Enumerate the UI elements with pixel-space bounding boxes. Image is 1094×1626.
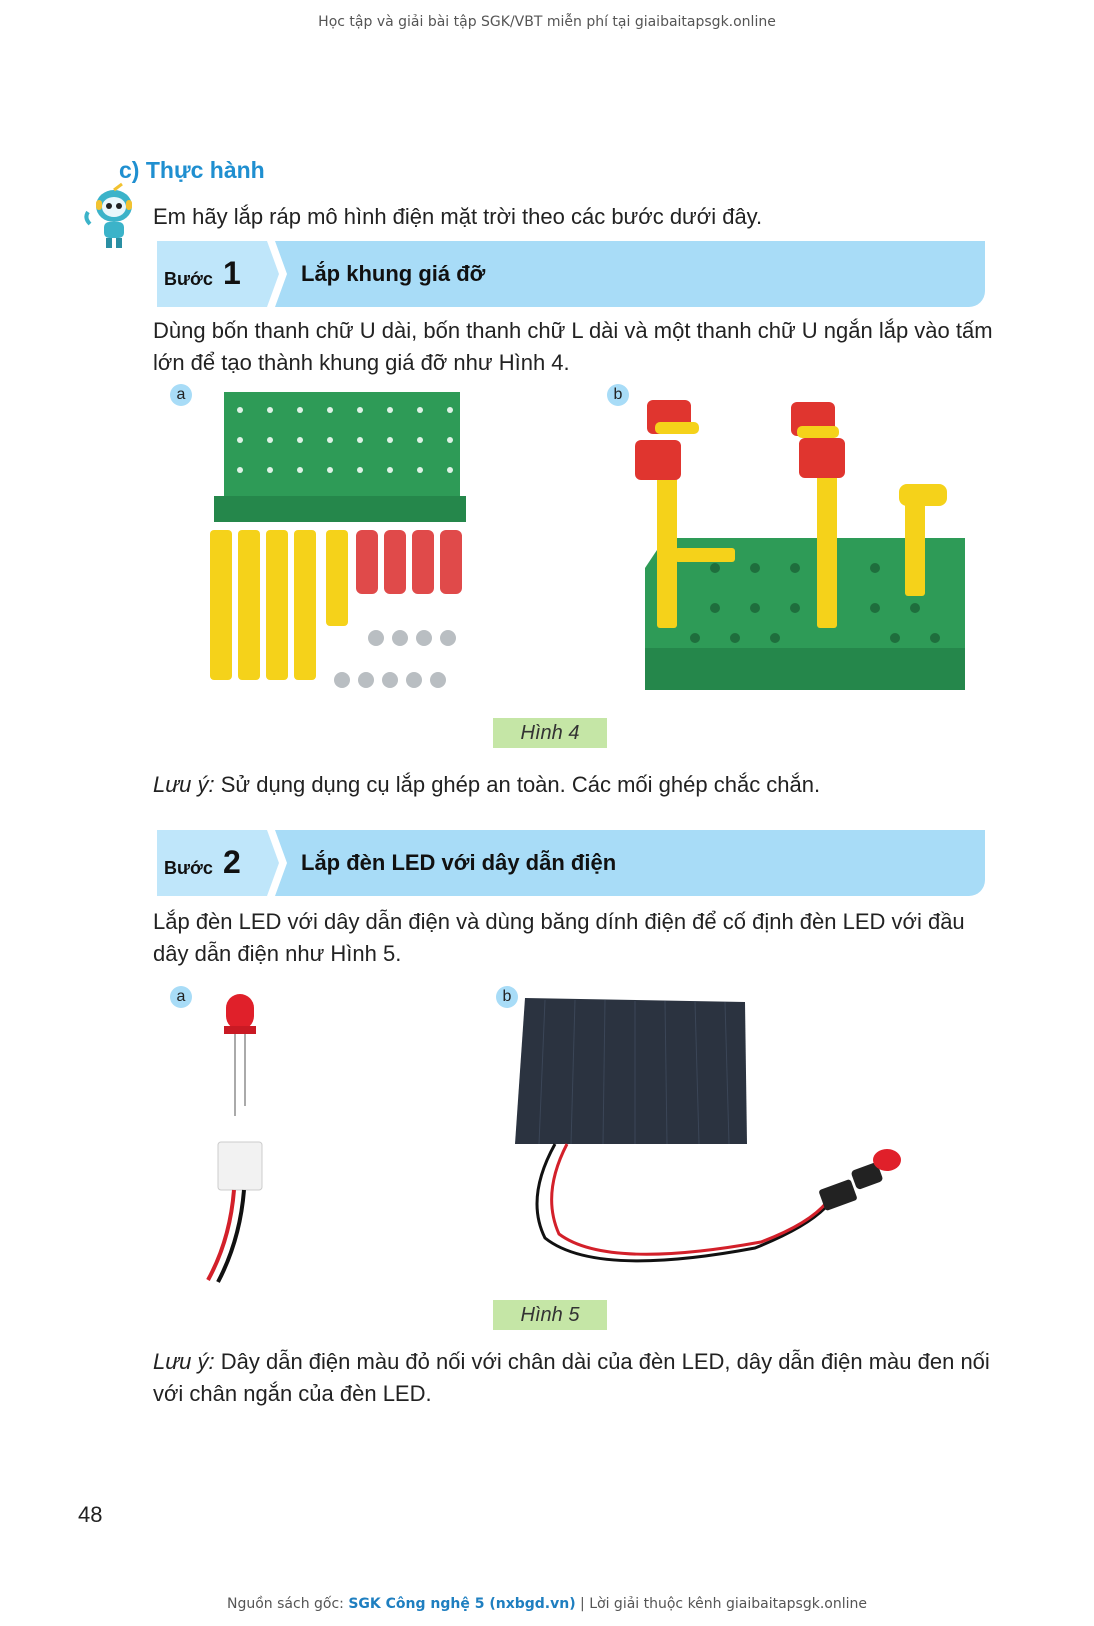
step-1-number: 1 [223, 255, 241, 291]
footer-source-link[interactable]: SGK Công nghệ 5 (nxbgd.vn) [348, 1596, 576, 1612]
step-1-note-text: Sử dụng dụng cụ lắp ghép an toàn. Các mối ghép chắc chắn. [214, 772, 821, 797]
step-1-banner [157, 241, 985, 307]
figure-5b-badge: b [496, 986, 518, 1008]
step-2-number: 2 [223, 844, 241, 880]
figure-5a-led-and-connector-image [200, 990, 270, 1286]
step-2-title: Lắp đèn LED với dây dẫn điện [301, 850, 617, 875]
step-2-arrow-icon [253, 830, 287, 896]
step-1-note-label: Lưu ý: [153, 772, 215, 797]
page-number: 48 [78, 1502, 103, 1527]
step-2-banner [157, 830, 985, 896]
footer-prefix: Nguồn sách gốc: [227, 1596, 349, 1612]
step-1-note [153, 769, 993, 801]
header-note: Học tập và giải bài tập SGK/VBT miễn phí tại giaibaitapsgk.online [318, 14, 776, 30]
step-2-note [153, 1346, 993, 1410]
section-intro: Em hãy lắp ráp mô hình điện mặt trời theo các bước dưới đây. [153, 204, 763, 229]
step-1-title: Lắp khung giá đỡ [301, 261, 486, 286]
figure-4-caption: Hình 4 [493, 718, 607, 748]
section-title: c) Thực hành [119, 157, 265, 183]
figure-4a-parts-image [210, 388, 470, 693]
figure-4a-badge: a [170, 384, 192, 406]
step-1-arrow-icon [253, 241, 287, 307]
step-1-word: Bước [164, 269, 213, 289]
figure-4b-frame-image [635, 398, 975, 698]
figure-5b-solar-panel-image [515, 998, 915, 1274]
step-1-text: Dùng bốn thanh chữ U dài, bốn thanh chữ L dài và một thanh chữ U ngắn lắp vào tấm lớn để tạo thành khung giá đỡ như Hình 4. [153, 318, 993, 375]
step-2-note-label: Lưu ý: [153, 1349, 215, 1374]
step-2-note-text: Dây dẫn điện màu đỏ nối với chân dài của đèn LED, dây dẫn điện màu đen nối với chân ngắn của đèn LED. [153, 1349, 990, 1406]
footer [0, 1596, 1094, 1612]
step-2-text: Lắp đèn LED với dây dẫn điện và dùng băng dính điện để cố định đèn LED với đầu dây dẫn điện như Hình 5. [153, 909, 965, 966]
figure-5a-badge: a [170, 986, 192, 1008]
figure-4b-badge: b [607, 384, 629, 406]
figure-5-caption: Hình 5 [493, 1300, 607, 1330]
footer-suffix: | Lời giải thuộc kênh giaibaitapsgk.online [575, 1596, 867, 1612]
step-2-word: Bước [164, 858, 213, 878]
robot-mascot-icon [82, 182, 146, 250]
